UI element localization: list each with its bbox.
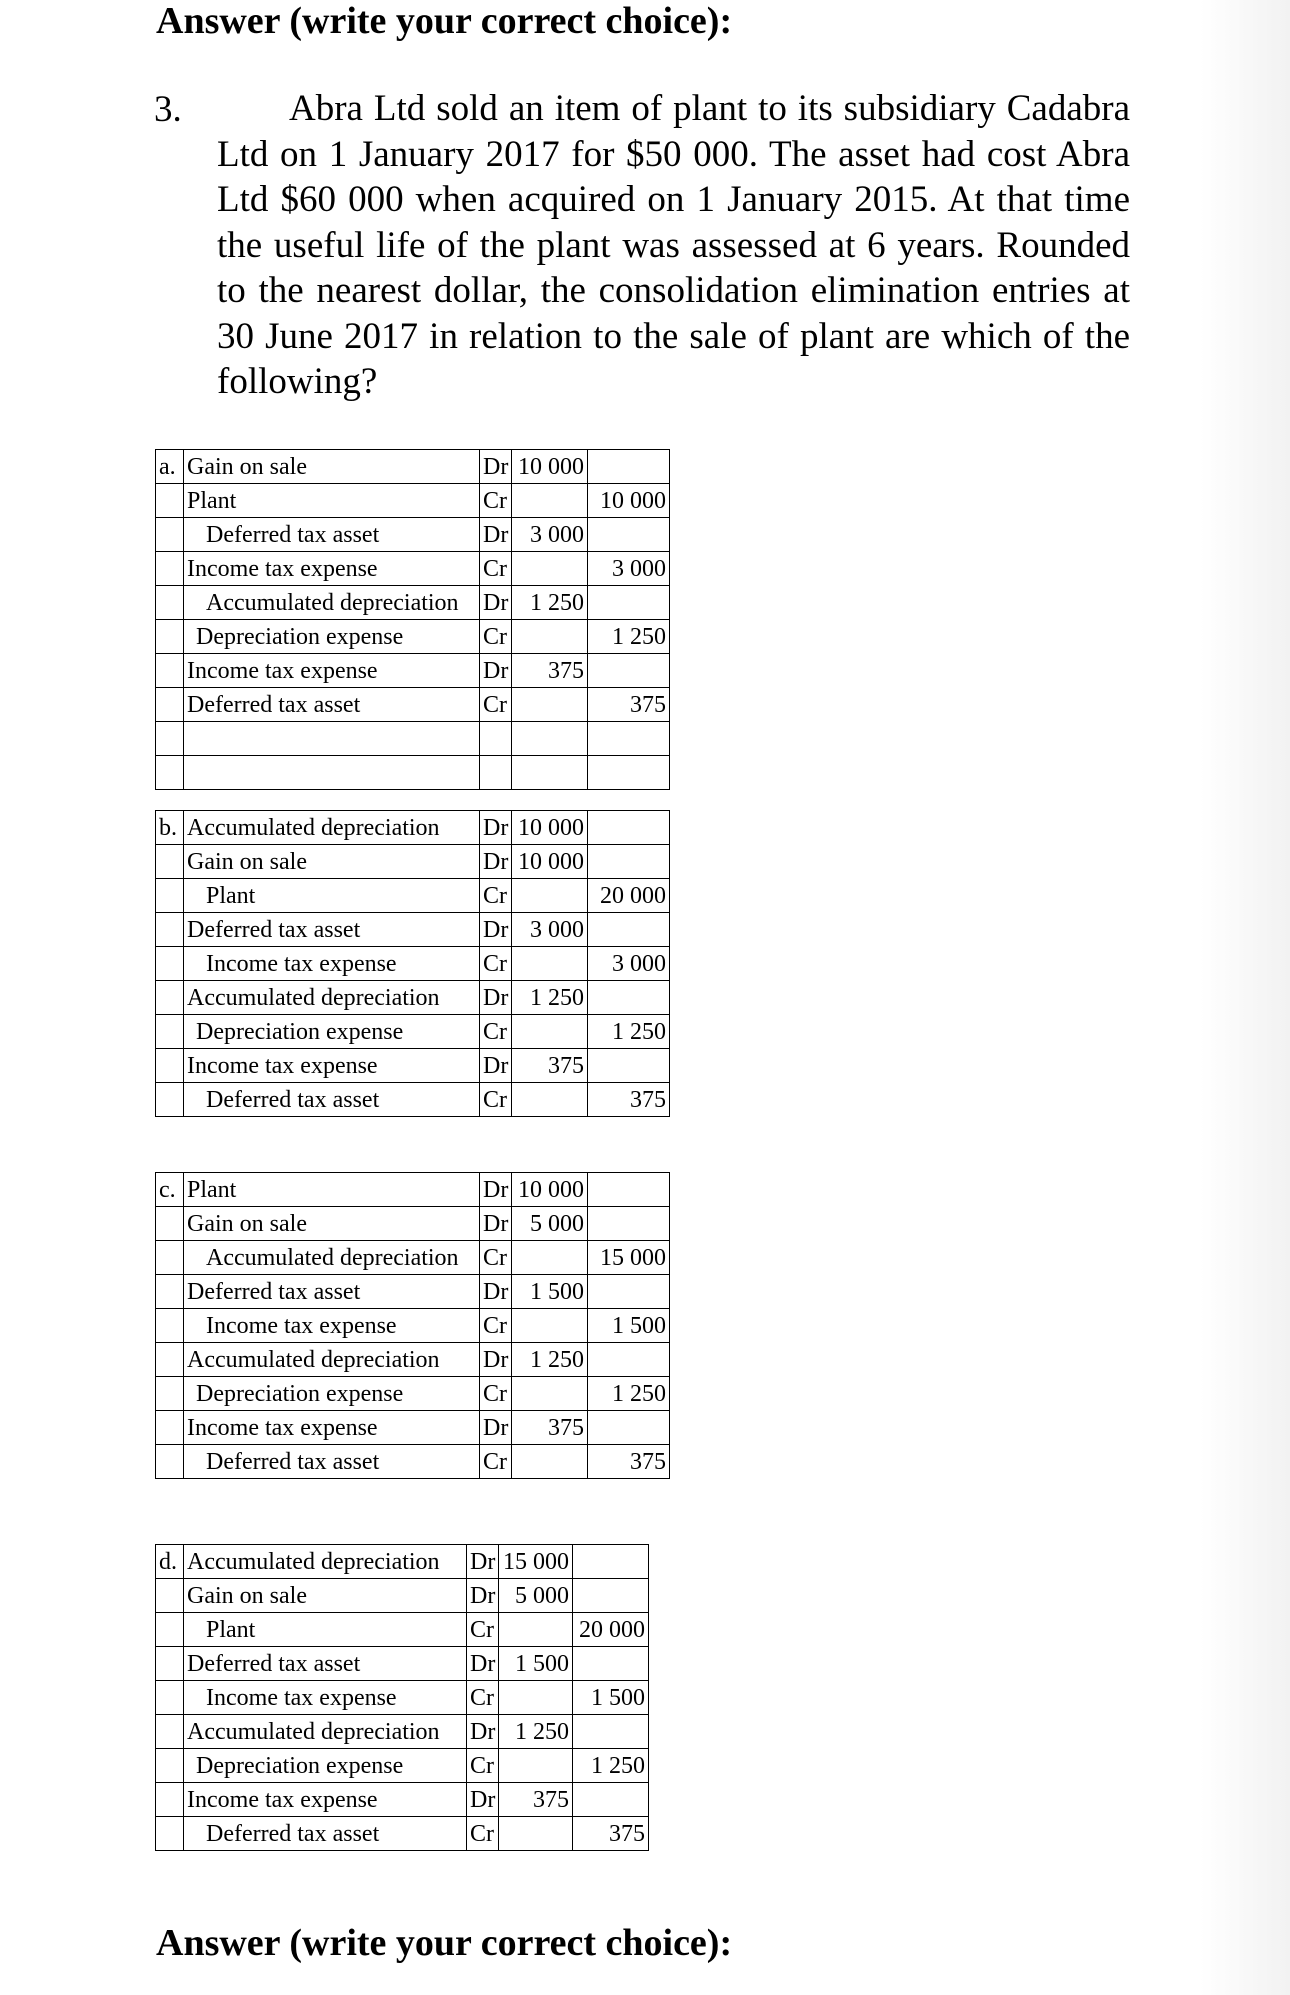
debit-amount — [499, 1817, 573, 1851]
account-name: Plant — [184, 879, 480, 913]
journal-row — [156, 947, 670, 981]
account-name: Depreciation expense — [184, 1377, 480, 1411]
debit-amount — [512, 722, 588, 756]
debit-amount: 1 500 — [499, 1647, 573, 1681]
debit-amount: 1 250 — [512, 1343, 588, 1377]
debit-amount — [512, 1377, 588, 1411]
account-name: Depreciation expense — [184, 1749, 467, 1783]
journal-row — [156, 1207, 670, 1241]
option-letter — [156, 654, 184, 688]
journal-row — [156, 1083, 670, 1117]
dr-cr-indicator: Cr — [467, 1817, 499, 1851]
account-name: Deferred tax asset — [184, 1275, 480, 1309]
debit-amount: 375 — [512, 1411, 588, 1445]
debit-amount — [512, 1445, 588, 1479]
journal-row — [156, 1343, 670, 1377]
account-name: Plant — [184, 1613, 467, 1647]
debit-amount — [512, 947, 588, 981]
option-letter: d. — [156, 1545, 184, 1579]
credit-amount: 1 250 — [573, 1749, 649, 1783]
dr-cr-indicator: Cr — [480, 947, 512, 981]
journal-row — [156, 1049, 670, 1083]
account-name: Depreciation expense — [184, 620, 480, 654]
dr-cr-indicator — [480, 722, 512, 756]
dr-cr-indicator: Cr — [480, 484, 512, 518]
debit-amount: 15 000 — [499, 1545, 573, 1579]
account-name: Gain on sale — [184, 450, 480, 484]
journal-row — [156, 688, 670, 722]
option-letter — [156, 981, 184, 1015]
dr-cr-indicator: Dr — [480, 654, 512, 688]
account-name: Income tax expense — [184, 1309, 480, 1343]
account-name: Income tax expense — [184, 552, 480, 586]
debit-amount: 1 500 — [512, 1275, 588, 1309]
credit-amount: 1 500 — [573, 1681, 649, 1715]
option-letter — [156, 1377, 184, 1411]
option-a-journal-table — [155, 449, 670, 790]
debit-amount: 1 250 — [512, 981, 588, 1015]
option-letter — [156, 1309, 184, 1343]
credit-amount: 375 — [573, 1817, 649, 1851]
option-letter: b. — [156, 811, 184, 845]
debit-amount — [512, 688, 588, 722]
dr-cr-indicator: Dr — [480, 1411, 512, 1445]
option-letter — [156, 552, 184, 586]
credit-amount — [588, 913, 670, 947]
credit-amount — [588, 1049, 670, 1083]
journal-row — [156, 981, 670, 1015]
credit-amount: 1 500 — [588, 1309, 670, 1343]
dr-cr-indicator: Dr — [480, 845, 512, 879]
debit-amount — [512, 1309, 588, 1343]
option-letter — [156, 484, 184, 518]
credit-amount — [588, 756, 670, 790]
dr-cr-indicator: Dr — [480, 913, 512, 947]
dr-cr-indicator: Cr — [480, 1015, 512, 1049]
credit-amount: 375 — [588, 688, 670, 722]
option-letter — [156, 1647, 184, 1681]
option-letter — [156, 1207, 184, 1241]
journal-row — [156, 722, 670, 756]
debit-amount: 1 250 — [512, 586, 588, 620]
option-letter — [156, 1715, 184, 1749]
debit-amount: 3 000 — [512, 518, 588, 552]
option-letter — [156, 845, 184, 879]
dr-cr-indicator: Cr — [480, 620, 512, 654]
dr-cr-indicator: Cr — [480, 879, 512, 913]
dr-cr-indicator: Dr — [480, 1207, 512, 1241]
credit-amount — [588, 450, 670, 484]
credit-amount — [588, 1207, 670, 1241]
option-letter — [156, 1049, 184, 1083]
credit-amount — [573, 1545, 649, 1579]
option-letter — [156, 913, 184, 947]
account-name: Gain on sale — [184, 1207, 480, 1241]
debit-amount: 3 000 — [512, 913, 588, 947]
account-name: Income tax expense — [184, 654, 480, 688]
dr-cr-indicator: Dr — [480, 586, 512, 620]
account-name: Deferred tax asset — [184, 1445, 480, 1479]
account-name: Plant — [184, 484, 480, 518]
journal-row — [156, 1613, 649, 1647]
question-text — [217, 86, 1130, 405]
credit-amount — [588, 1275, 670, 1309]
journal-row — [156, 1173, 670, 1207]
dr-cr-indicator: Dr — [480, 981, 512, 1015]
credit-amount — [588, 1343, 670, 1377]
option-letter — [156, 688, 184, 722]
journal-row — [156, 879, 670, 913]
account-name: Accumulated depreciation — [184, 811, 480, 845]
question-body: Abra Ltd sold an item of plant to its subsidiary Cadabra Ltd on 1 January 2017 for $50 000. The asset had cost Abra Ltd $60 000 when acquired on 1 January 2015. At that time the useful life of the plant was assessed at 6 years. Rounded to the nearest dollar, the consolidation elimination entries at 30 June 2017 in relation to the sale of plant are which of the following? — [217, 88, 1130, 402]
option-letter: c. — [156, 1173, 184, 1207]
account-name: Accumulated depreciation — [184, 1343, 480, 1377]
account-name: Income tax expense — [184, 1681, 467, 1715]
dr-cr-indicator: Cr — [467, 1749, 499, 1783]
journal-row — [156, 1715, 649, 1749]
option-letter — [156, 1817, 184, 1851]
option-letter — [156, 879, 184, 913]
account-name: Deferred tax asset — [184, 688, 480, 722]
dr-cr-indicator: Dr — [480, 811, 512, 845]
dr-cr-indicator: Cr — [480, 1241, 512, 1275]
option-letter — [156, 620, 184, 654]
debit-amount: 5 000 — [512, 1207, 588, 1241]
option-letter — [156, 1579, 184, 1613]
option-letter — [156, 1343, 184, 1377]
credit-amount: 1 250 — [588, 1015, 670, 1049]
journal-row — [156, 450, 670, 484]
journal-row — [156, 913, 670, 947]
question-number: 3. — [154, 89, 182, 130]
debit-amount: 375 — [512, 654, 588, 688]
journal-row — [156, 1749, 649, 1783]
account-name: Income tax expense — [184, 1049, 480, 1083]
account-name: Depreciation expense — [184, 1015, 480, 1049]
account-name: Income tax expense — [184, 1411, 480, 1445]
journal-row — [156, 586, 670, 620]
journal-row — [156, 484, 670, 518]
journal-row — [156, 1545, 649, 1579]
account-name — [184, 756, 480, 790]
credit-amount — [588, 811, 670, 845]
credit-amount — [588, 722, 670, 756]
option-c-journal-table — [155, 1172, 670, 1479]
debit-amount: 10 000 — [512, 811, 588, 845]
journal-row — [156, 1445, 670, 1479]
option-letter — [156, 518, 184, 552]
credit-amount — [588, 654, 670, 688]
dr-cr-indicator: Cr — [480, 1083, 512, 1117]
credit-amount — [573, 1715, 649, 1749]
option-letter — [156, 586, 184, 620]
option-letter — [156, 1275, 184, 1309]
journal-row — [156, 1783, 649, 1817]
account-name: Deferred tax asset — [184, 518, 480, 552]
option-letter — [156, 1783, 184, 1817]
account-name: Deferred tax asset — [184, 1647, 467, 1681]
debit-amount — [512, 484, 588, 518]
account-name: Plant — [184, 1173, 480, 1207]
dr-cr-indicator: Dr — [467, 1545, 499, 1579]
journal-row — [156, 1015, 670, 1049]
credit-amount: 20 000 — [573, 1613, 649, 1647]
account-name: Deferred tax asset — [184, 1817, 467, 1851]
journal-row — [156, 756, 670, 790]
debit-amount: 10 000 — [512, 1173, 588, 1207]
debit-amount — [512, 1241, 588, 1275]
journal-row — [156, 1275, 670, 1309]
option-letter — [156, 1445, 184, 1479]
account-name: Deferred tax asset — [184, 1083, 480, 1117]
account-name: Income tax expense — [184, 947, 480, 981]
credit-amount — [588, 981, 670, 1015]
journal-row — [156, 1411, 670, 1445]
account-name: Deferred tax asset — [184, 913, 480, 947]
dr-cr-indicator: Dr — [467, 1715, 499, 1749]
dr-cr-indicator: Dr — [480, 1275, 512, 1309]
journal-row — [156, 1377, 670, 1411]
dr-cr-indicator: Dr — [467, 1783, 499, 1817]
dr-cr-indicator: Cr — [480, 552, 512, 586]
dr-cr-indicator: Dr — [480, 518, 512, 552]
account-name: Gain on sale — [184, 1579, 467, 1613]
account-name: Accumulated depreciation — [184, 586, 480, 620]
journal-row — [156, 1681, 649, 1715]
dr-cr-indicator: Cr — [480, 1309, 512, 1343]
credit-amount: 3 000 — [588, 947, 670, 981]
option-letter — [156, 1411, 184, 1445]
option-letter — [156, 1613, 184, 1647]
credit-amount: 375 — [588, 1445, 670, 1479]
debit-amount — [512, 879, 588, 913]
journal-row — [156, 845, 670, 879]
journal-row — [156, 552, 670, 586]
dr-cr-indicator: Cr — [467, 1613, 499, 1647]
journal-row — [156, 654, 670, 688]
journal-row — [156, 1579, 649, 1613]
debit-amount — [512, 1083, 588, 1117]
journal-row — [156, 1647, 649, 1681]
account-name: Income tax expense — [184, 1783, 467, 1817]
credit-amount — [573, 1579, 649, 1613]
debit-amount: 375 — [512, 1049, 588, 1083]
credit-amount: 15 000 — [588, 1241, 670, 1275]
option-letter — [156, 756, 184, 790]
option-letter — [156, 947, 184, 981]
option-d-journal-table — [155, 1544, 649, 1851]
account-name: Accumulated depreciation — [184, 1545, 467, 1579]
answer-heading-bottom: Answer (write your correct choice): — [156, 1922, 733, 1964]
credit-amount — [573, 1783, 649, 1817]
answer-heading-top: Answer (write your correct choice): — [156, 0, 733, 42]
account-name: Gain on sale — [184, 845, 480, 879]
credit-amount: 375 — [588, 1083, 670, 1117]
credit-amount: 10 000 — [588, 484, 670, 518]
debit-amount: 5 000 — [499, 1579, 573, 1613]
option-letter — [156, 1681, 184, 1715]
option-letter — [156, 1083, 184, 1117]
dr-cr-indicator: Dr — [480, 1049, 512, 1083]
dr-cr-indicator: Dr — [480, 1343, 512, 1377]
dr-cr-indicator — [480, 756, 512, 790]
account-name — [184, 722, 480, 756]
credit-amount: 1 250 — [588, 620, 670, 654]
credit-amount — [588, 1411, 670, 1445]
account-name: Accumulated depreciation — [184, 981, 480, 1015]
dr-cr-indicator: Dr — [480, 1173, 512, 1207]
journal-row — [156, 518, 670, 552]
debit-amount: 10 000 — [512, 450, 588, 484]
credit-amount — [588, 1173, 670, 1207]
journal-row — [156, 1241, 670, 1275]
dr-cr-indicator: Cr — [467, 1681, 499, 1715]
journal-row — [156, 811, 670, 845]
journal-row — [156, 620, 670, 654]
debit-amount: 375 — [499, 1783, 573, 1817]
option-letter: a. — [156, 450, 184, 484]
dr-cr-indicator: Cr — [480, 688, 512, 722]
credit-amount: 20 000 — [588, 879, 670, 913]
option-letter — [156, 1241, 184, 1275]
credit-amount — [588, 586, 670, 620]
debit-amount — [499, 1681, 573, 1715]
question-indent — [217, 88, 289, 129]
dr-cr-indicator: Cr — [480, 1445, 512, 1479]
dr-cr-indicator: Dr — [467, 1579, 499, 1613]
debit-amount — [499, 1749, 573, 1783]
option-letter — [156, 722, 184, 756]
debit-amount: 10 000 — [512, 845, 588, 879]
dr-cr-indicator: Dr — [467, 1647, 499, 1681]
option-letter — [156, 1015, 184, 1049]
credit-amount: 1 250 — [588, 1377, 670, 1411]
debit-amount — [512, 620, 588, 654]
debit-amount — [512, 756, 588, 790]
debit-amount — [512, 1015, 588, 1049]
credit-amount — [588, 845, 670, 879]
option-b-journal-table — [155, 810, 670, 1117]
dr-cr-indicator: Cr — [480, 1377, 512, 1411]
credit-amount — [573, 1647, 649, 1681]
debit-amount — [512, 552, 588, 586]
option-letter — [156, 1749, 184, 1783]
credit-amount — [588, 518, 670, 552]
account-name: Accumulated depreciation — [184, 1241, 480, 1275]
debit-amount — [499, 1613, 573, 1647]
debit-amount: 1 250 — [499, 1715, 573, 1749]
account-name: Accumulated depreciation — [184, 1715, 467, 1749]
credit-amount: 3 000 — [588, 552, 670, 586]
journal-row — [156, 1817, 649, 1851]
dr-cr-indicator: Dr — [480, 450, 512, 484]
journal-row — [156, 1309, 670, 1343]
